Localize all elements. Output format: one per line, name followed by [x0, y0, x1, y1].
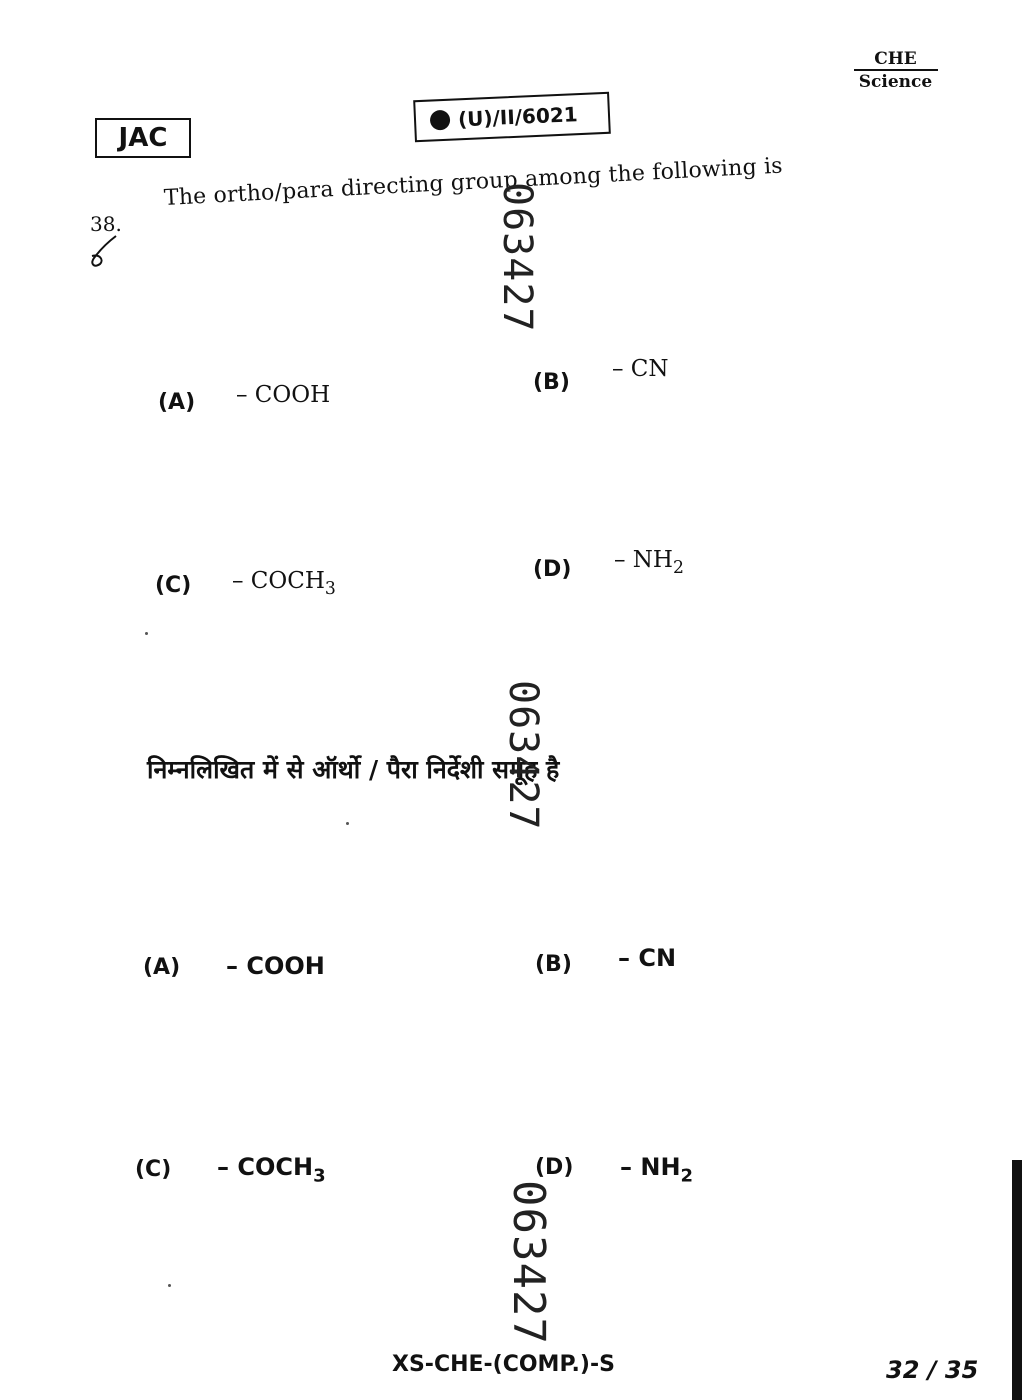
scan-edge-bar: [1012, 1160, 1022, 1400]
option-d-value-en: [614, 547, 684, 579]
subject-code: [848, 50, 943, 91]
option-c-subscript-en: 3: [324, 579, 336, 600]
paper-code-box: [413, 92, 611, 143]
option-b-label-hi: (B): [535, 952, 572, 977]
question-text-english: The ortho/para directing group among the following is: [163, 153, 784, 211]
handwritten-tick-icon: [86, 232, 126, 272]
scan-speck: [346, 822, 349, 825]
option-c-formula-en: – COCH: [232, 568, 325, 594]
page-number: 32 / 35: [886, 1356, 979, 1384]
option-a-value-en: – COOH: [236, 382, 331, 408]
option-d-subscript-hi: 2: [680, 1165, 694, 1187]
option-b-value-hi: – CN: [618, 944, 677, 972]
question-number: 38.: [90, 212, 122, 236]
scan-speck: [145, 632, 148, 635]
option-a-label-en: (A): [158, 390, 196, 415]
option-d-formula-hi: – NH: [620, 1153, 681, 1181]
bullet-dot-icon: [430, 110, 451, 131]
serial-stamp-middle: 063427: [500, 680, 546, 831]
option-c-value-en: [232, 568, 336, 600]
board-label: JAC: [95, 118, 191, 158]
option-a-label-hi: (A): [143, 955, 181, 980]
subject-code-bottom: Science: [858, 72, 933, 92]
option-d-subscript-en: 2: [673, 558, 684, 579]
option-d-formula-en: – NH: [614, 547, 673, 573]
option-c-formula-hi: – COCH: [217, 1153, 314, 1181]
option-b-label-en: (B): [533, 370, 570, 395]
option-b-value-en: – CN: [612, 356, 669, 382]
question-text-hindi: निम्नलिखित में से ऑर्थो / पैरा निर्देशी समूह है: [147, 755, 560, 784]
option-d-label-hi: (D): [535, 1155, 574, 1180]
option-c-label-en: (C): [155, 573, 192, 598]
footer-paper-code: XS-CHE-(COMP.)-S: [392, 1352, 615, 1377]
option-d-label-en: (D): [533, 557, 572, 582]
scan-speck: [168, 1284, 171, 1287]
serial-stamp-bottom: 063427: [503, 1180, 554, 1345]
option-c-value-hi: [217, 1153, 326, 1187]
option-d-value-hi: [620, 1153, 694, 1187]
serial-stamp-top: 063427: [494, 182, 540, 333]
subject-code-top: CHE: [874, 49, 917, 69]
option-a-value-hi: – COOH: [226, 952, 325, 980]
option-c-label-hi: (C): [135, 1157, 172, 1182]
paper-code: (U)/II/6021: [457, 102, 579, 132]
option-c-subscript-hi: 3: [313, 1165, 326, 1187]
subject-code-rule: [854, 69, 938, 71]
